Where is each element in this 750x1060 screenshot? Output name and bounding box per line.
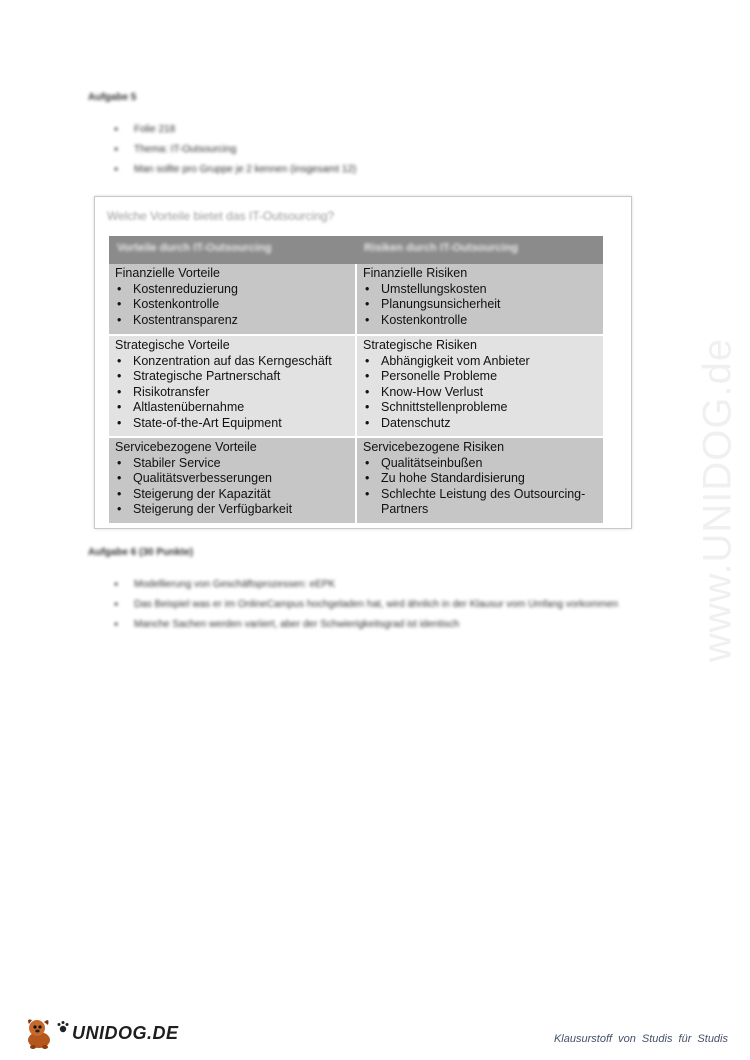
list-item: • Kostentransparenz: [115, 313, 349, 329]
footer-tagline: Klausurstoff von Studis für Studis: [553, 1033, 728, 1045]
list-item: • Datenschutz: [363, 416, 597, 432]
section-6-bullet-list: [112, 575, 654, 635]
list-item: • Schnittstellenprobleme: [363, 400, 597, 416]
list-item: • Kostenkontrolle: [363, 313, 597, 329]
cell-title: Finanzielle Risiken: [363, 266, 468, 280]
list-item: ● Modellierung von Geschäftsprozessen: eEPK: [112, 575, 654, 595]
list-item: • Kostenreduzierung: [115, 282, 349, 298]
section-6-heading: Aufgabe 6 (30 Punkte): [88, 547, 194, 558]
section-5-bullet-list: [112, 120, 356, 180]
list-item: • Zu hohe Standardisierung: [363, 471, 597, 487]
cell-title: Strategische Risiken: [363, 338, 477, 352]
list-item: • Personelle Probleme: [363, 369, 597, 385]
embedded-slide: [94, 196, 632, 529]
list-item: • Altlastenübernahme: [115, 400, 349, 416]
cell-title: Servicebezogene Vorteile: [115, 440, 257, 454]
cell-title: Servicebezogene Risiken: [363, 440, 505, 454]
list-item: • Qualitätsverbesserungen: [115, 471, 349, 487]
watermark-text: www.UNIDOG.de: [695, 337, 740, 663]
slide-title: Welche Vorteile bietet das IT-Outsourcing?: [107, 209, 335, 223]
dog-mascot-icon: [24, 1016, 54, 1050]
list-item: • Risikotransfer: [115, 385, 349, 401]
list-item: • Abhängigkeit vom Anbieter: [363, 354, 597, 370]
table-row: [109, 264, 603, 334]
table-cell: [357, 264, 603, 334]
list-item: • Kostenkontrolle: [115, 297, 349, 313]
list-item: • Qualitätseinbußen: [363, 456, 597, 472]
list-item: • Know-How Verlust: [363, 385, 597, 401]
list-item: • Schlechte Leistung des Outsourcing-Partners: [363, 487, 597, 518]
table-row: [109, 436, 603, 523]
table-cell: [357, 438, 603, 523]
list-item: ● Man sollte pro Gruppe je 2 kennen (insgesamt 12): [112, 160, 356, 180]
table-cell: [109, 264, 355, 334]
table-header: [109, 236, 603, 264]
section-5-heading: Aufgabe 5: [88, 92, 137, 103]
list-item: • Umstellungskosten: [363, 282, 597, 298]
list-item: • Stabiler Service: [115, 456, 349, 472]
table-row: [109, 334, 603, 436]
logo-text: UNIDOG.DE: [72, 1022, 179, 1043]
list-item: ● Das Beispiel was er im OnlineCampus hochgeladen hat, wird ähnlich in der Klausur vom Umfang vorkommen: [112, 595, 654, 615]
cell-title: Finanzielle Vorteile: [115, 266, 220, 280]
list-item: ● Manche Sachen werden variiert, aber der Schwierigkeitsgrad ist identisch: [112, 615, 654, 635]
list-item: • Strategische Partnerschaft: [115, 369, 349, 385]
list-item: • Steigerung der Verfügbarkeit: [115, 502, 349, 518]
table-cell: [109, 438, 355, 523]
comparison-table: [109, 236, 603, 523]
list-item: ● Thema: IT-Outsourcing: [112, 140, 356, 160]
unidog-logo: [24, 1016, 179, 1050]
table-cell: [357, 336, 603, 436]
paw-icon: [56, 1020, 70, 1034]
list-item: • Steigerung der Kapazität: [115, 487, 349, 503]
list-item: • Konzentration auf das Kerngeschäft: [115, 354, 349, 370]
table-cell: [109, 336, 355, 436]
list-item: • Planungsunsicherheit: [363, 297, 597, 313]
header-advantages: Vorteile durch IT-Outsourcing: [117, 242, 272, 254]
cell-title: Strategische Vorteile: [115, 338, 230, 352]
list-item: ● Folie 218: [112, 120, 356, 140]
header-risks: Risiken durch IT-Outsourcing: [364, 242, 519, 254]
list-item: • State-of-the-Art Equipment: [115, 416, 349, 432]
watermark: [695, 270, 740, 730]
